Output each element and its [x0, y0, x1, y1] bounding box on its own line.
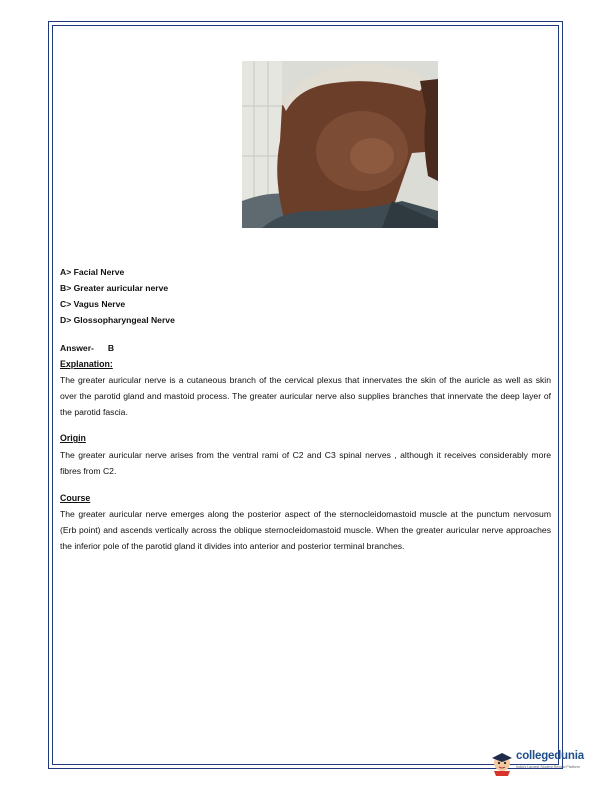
course-heading: Course [60, 493, 91, 503]
answer-label: Answer- [60, 343, 94, 353]
origin-heading: Origin [60, 433, 86, 443]
option-d: D> Glossopharyngeal Nerve [60, 315, 175, 325]
option-a: A> Facial Nerve [60, 267, 125, 277]
explanation-text: The greater auricular nerve is a cutaneous branch of the cervical plexus that innervates the skin of the auricle as well as skin over the parotid gland and mastoid process. The greater auricular nerve also supplies branches that innervate the deep layer of the parotid fascia. [60, 375, 551, 417]
collegedunia-logo [490, 749, 582, 777]
option-c: C> Vagus Nerve [60, 299, 126, 309]
answer-value: B [107, 343, 115, 353]
mascot-icon [490, 750, 514, 776]
option-b: B> Greater auricular nerve [60, 283, 169, 293]
logo-tagline: India's Largest Student Review Platform [516, 765, 580, 769]
neck-swelling-photo [242, 61, 438, 228]
logo-wordmark: collegedunia [516, 750, 584, 762]
course-text: The greater auricular nerve emerges along the posterior aspect of the sternocleidomastoid muscle at the punctum nervosum (Erb point) and ascends vertically across the oblique sternocleidomastoid muscle. When the greater auricular nerve approaches the inferior pole of the parotid gland it divides into anterior and posterior terminal branches. [60, 509, 551, 551]
answer-options [60, 264, 175, 328]
answer-line [60, 343, 114, 353]
origin-text: The greater auricular nerve arises from the ventral rami of C2 and C3 spinal nerves , although it receives considerably more fibres from C2. [60, 450, 551, 476]
explanation-heading: Explanation: [60, 359, 113, 369]
